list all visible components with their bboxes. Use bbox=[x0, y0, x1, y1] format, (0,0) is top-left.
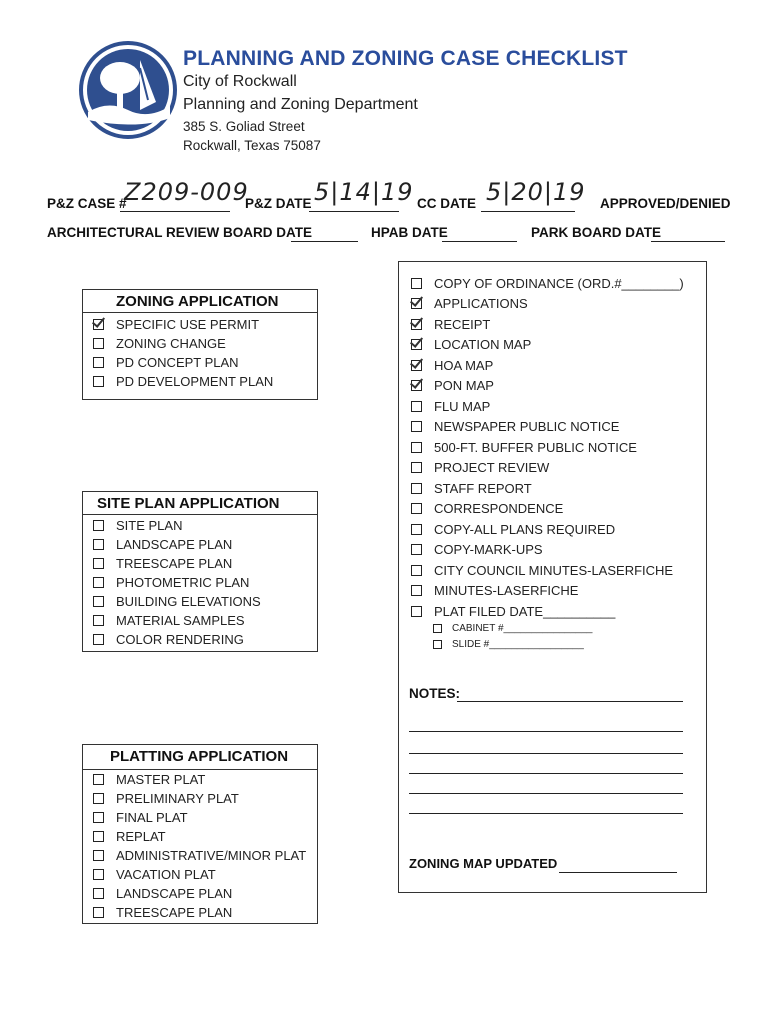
checklist-item-label: FINAL PLAT bbox=[116, 810, 188, 825]
checkbox[interactable] bbox=[93, 357, 104, 368]
checklist-item-label: COPY-ALL PLANS REQUIRED bbox=[434, 521, 616, 537]
checkbox[interactable] bbox=[411, 544, 422, 555]
checklist-item bbox=[411, 417, 684, 438]
checkbox[interactable] bbox=[93, 615, 104, 626]
checklist-item-label: SPECIFIC USE PERMIT bbox=[116, 317, 260, 332]
zoning-map-updated-line[interactable] bbox=[559, 871, 677, 873]
checklist-item-label: NEWSPAPER PUBLIC NOTICE bbox=[434, 419, 620, 435]
checklist-item bbox=[93, 611, 261, 630]
pz-date-label: P&Z DATE bbox=[245, 196, 312, 211]
checklist-item bbox=[411, 560, 684, 581]
checklist-item-label: FLU MAP bbox=[434, 398, 491, 414]
checkbox[interactable] bbox=[93, 869, 104, 880]
checklist-item-label: PHOTOMETRIC PLAN bbox=[116, 575, 250, 590]
checklist-item bbox=[93, 827, 306, 846]
checklist-item bbox=[411, 601, 684, 622]
cc-date-value: 5|20|19 bbox=[486, 178, 586, 206]
checklist-item-label: PLAT FILED DATE__________ bbox=[434, 603, 616, 619]
checkbox[interactable] bbox=[411, 585, 422, 596]
checklist-item bbox=[93, 592, 261, 611]
notes-line-3[interactable] bbox=[409, 752, 683, 754]
checked-checkbox[interactable] bbox=[411, 360, 422, 371]
checklist-item bbox=[93, 808, 306, 827]
platting-checklist bbox=[93, 770, 306, 922]
checklist-item-label: COPY-MARK-UPS bbox=[434, 542, 543, 558]
checklist-item bbox=[93, 516, 261, 535]
page-title: PLANNING AND ZONING CASE CHECKLIST bbox=[183, 47, 628, 70]
checkbox[interactable] bbox=[411, 565, 422, 576]
checklist-item-label: ZONING CHANGE bbox=[116, 336, 226, 351]
checkbox[interactable] bbox=[93, 577, 104, 588]
checklist-item bbox=[93, 315, 273, 334]
checklist-item bbox=[93, 903, 306, 922]
checkbox[interactable] bbox=[411, 483, 422, 494]
checklist-item bbox=[93, 353, 273, 372]
checked-checkbox[interactable] bbox=[411, 319, 422, 330]
checkbox[interactable] bbox=[93, 774, 104, 785]
checkbox[interactable] bbox=[411, 421, 422, 432]
platting-application-title: PLATTING APPLICATION bbox=[110, 748, 289, 765]
checked-checkbox[interactable] bbox=[411, 380, 422, 391]
checklist-item-label: COPY OF ORDINANCE (ORD.#________) bbox=[434, 275, 684, 291]
checked-checkbox[interactable] bbox=[411, 339, 422, 350]
checklist-item-label: PROJECT REVIEW bbox=[434, 460, 550, 476]
checklist-item-label: CABINET #________________ bbox=[452, 622, 593, 634]
zoning-map-updated-label: ZONING MAP UPDATED bbox=[409, 856, 558, 871]
checklist-item bbox=[93, 372, 273, 391]
checklist-item-label: VACATION PLAT bbox=[116, 867, 216, 882]
arb-date-line[interactable] bbox=[291, 223, 358, 242]
checkbox[interactable] bbox=[433, 640, 442, 649]
checklist-item bbox=[411, 396, 684, 417]
checkbox[interactable] bbox=[93, 793, 104, 804]
site-plan-application-box bbox=[82, 491, 318, 652]
checkbox[interactable] bbox=[411, 503, 422, 514]
checkbox[interactable] bbox=[411, 442, 422, 453]
checkbox[interactable] bbox=[93, 634, 104, 645]
pz-case-label: P&Z CASE # bbox=[47, 196, 127, 211]
city-name: City of Rockwall bbox=[183, 73, 297, 90]
city-state: Rockwall, Texas 75087 bbox=[183, 138, 321, 153]
checkbox[interactable] bbox=[93, 596, 104, 607]
checklist-item-label: PRELIMINARY PLAT bbox=[116, 791, 239, 806]
notes-line-1[interactable] bbox=[457, 700, 683, 702]
street-address: 385 S. Goliad Street bbox=[183, 119, 305, 134]
park-board-date-line[interactable] bbox=[651, 223, 725, 242]
checkbox[interactable] bbox=[93, 520, 104, 531]
checkbox[interactable] bbox=[93, 850, 104, 861]
checklist-item-label: MATERIAL SAMPLES bbox=[116, 613, 245, 628]
site-plan-application-title: SITE PLAN APPLICATION bbox=[97, 495, 280, 512]
pz-date-value: 5|14|19 bbox=[314, 178, 414, 206]
checkbox[interactable] bbox=[93, 376, 104, 387]
checklist-item bbox=[93, 573, 261, 592]
cc-date-label: CC DATE bbox=[417, 196, 476, 211]
checklist-item-label: MASTER PLAT bbox=[116, 772, 206, 787]
zoning-application-title: ZONING APPLICATION bbox=[116, 293, 279, 310]
hpab-date-label: HPAB DATE bbox=[371, 225, 448, 240]
notes-line-2[interactable] bbox=[409, 730, 683, 732]
checklist-item bbox=[411, 437, 684, 458]
checkbox[interactable] bbox=[93, 888, 104, 899]
notes-line-5[interactable] bbox=[409, 792, 683, 794]
checklist-item bbox=[411, 478, 684, 499]
checklist-item-label: REPLAT bbox=[116, 829, 166, 844]
checklist-item-label: APPLICATIONS bbox=[434, 296, 528, 312]
checklist-item bbox=[433, 620, 592, 636]
checklist-item bbox=[93, 846, 306, 865]
notes-line-6[interactable] bbox=[409, 812, 683, 814]
checklist-item bbox=[411, 376, 684, 397]
checklist-item-label: LANDSCAPE PLAN bbox=[116, 886, 233, 901]
checklist-item-label: TREESCAPE PLAN bbox=[116, 905, 233, 920]
zoning-checklist bbox=[93, 315, 273, 391]
checklist-item-label: CITY COUNCIL MINUTES-LASERFICHE bbox=[434, 562, 674, 578]
checklist-item bbox=[93, 865, 306, 884]
zoning-application-box bbox=[82, 289, 318, 400]
checklist-item-label: RECEIPT bbox=[434, 316, 491, 332]
checklist-item-label: 500-FT. BUFFER PUBLIC NOTICE bbox=[434, 439, 637, 455]
checklist-item bbox=[93, 789, 306, 808]
checklist-item-label: PD DEVELOPMENT PLAN bbox=[116, 374, 274, 389]
checklist-item-label: HOA MAP bbox=[434, 357, 494, 373]
checkbox[interactable] bbox=[433, 624, 442, 633]
document-checklist-box bbox=[398, 261, 707, 893]
checklist-item bbox=[411, 335, 684, 356]
checklist-item bbox=[411, 273, 684, 294]
plat-filed-subitems bbox=[433, 620, 592, 652]
checklist-item bbox=[93, 770, 306, 789]
checklist-item bbox=[411, 314, 684, 335]
checklist-item-label: LANDSCAPE PLAN bbox=[116, 537, 233, 552]
checkbox[interactable] bbox=[411, 462, 422, 473]
checklist-item-label: TREESCAPE PLAN bbox=[116, 556, 233, 571]
checklist-item-label: PD CONCEPT PLAN bbox=[116, 355, 239, 370]
checklist-item-label: BUILDING ELEVATIONS bbox=[116, 594, 261, 609]
checkbox[interactable] bbox=[411, 606, 422, 617]
checklist-item-label: SLIDE #_________________ bbox=[452, 638, 584, 650]
checklist-item bbox=[93, 334, 273, 353]
checkbox[interactable] bbox=[93, 812, 104, 823]
checklist-item bbox=[93, 630, 261, 649]
notes-line-4[interactable] bbox=[409, 772, 683, 774]
checklist-item bbox=[411, 294, 684, 315]
checklist-item-label: LOCATION MAP bbox=[434, 337, 532, 353]
department-name: Planning and Zoning Department bbox=[183, 96, 418, 113]
checklist-item bbox=[93, 884, 306, 903]
checklist-item bbox=[411, 499, 684, 520]
checked-checkbox[interactable] bbox=[411, 298, 422, 309]
checklist-item bbox=[411, 540, 684, 561]
checklist-item-label: PON MAP bbox=[434, 378, 494, 394]
checkbox[interactable] bbox=[93, 558, 104, 569]
checklist-item-label: SITE PLAN bbox=[116, 518, 183, 533]
arb-date-label: ARCHITECTURAL REVIEW BOARD DATE bbox=[47, 225, 312, 240]
checked-checkbox[interactable] bbox=[93, 319, 104, 330]
site-plan-checklist bbox=[93, 516, 261, 649]
checkbox[interactable] bbox=[93, 539, 104, 550]
platting-application-box bbox=[82, 744, 318, 924]
city-logo bbox=[78, 40, 178, 140]
park-board-date-label: PARK BOARD DATE bbox=[531, 225, 661, 240]
pz-case-value: Z209-009 bbox=[124, 178, 249, 206]
checklist-item-label: ADMINISTRATIVE/MINOR PLAT bbox=[116, 848, 307, 863]
checkbox[interactable] bbox=[93, 907, 104, 918]
checkbox[interactable] bbox=[411, 401, 422, 412]
hpab-date-line[interactable] bbox=[442, 223, 517, 242]
checklist-item-label: MINUTES-LASERFICHE bbox=[434, 583, 579, 599]
checklist-item bbox=[411, 355, 684, 376]
approved-denied-label: APPROVED/DENIED bbox=[600, 196, 731, 211]
document-checklist bbox=[411, 273, 684, 622]
checklist-item bbox=[411, 458, 684, 479]
checkbox[interactable] bbox=[93, 831, 104, 842]
checklist-item bbox=[93, 554, 261, 573]
checklist-item-label: CORRESPONDENCE bbox=[434, 501, 564, 517]
checklist-item-label: STAFF REPORT bbox=[434, 480, 532, 496]
checkbox[interactable] bbox=[411, 278, 422, 289]
checkbox[interactable] bbox=[93, 338, 104, 349]
notes-label: NOTES: bbox=[409, 686, 461, 701]
checklist-item bbox=[411, 519, 684, 540]
checklist-item bbox=[433, 636, 592, 652]
checkbox[interactable] bbox=[411, 524, 422, 535]
checklist-item bbox=[411, 581, 684, 602]
checklist-item-label: COLOR RENDERING bbox=[116, 632, 244, 647]
checklist-item bbox=[93, 535, 261, 554]
